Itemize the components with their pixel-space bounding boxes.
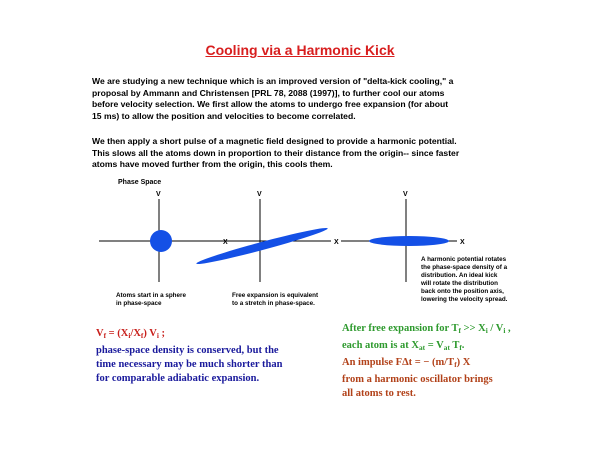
caption-line: back onto the position axis,: [421, 288, 504, 295]
velocity-ratio-formula: $V_f = (X_i/X_f)$ $V_i$ ;: [96, 328, 166, 340]
free-expansion-line: After free expansion for $T_f >> X_i / V_i$ ,: [342, 323, 511, 335]
caption-line: distribution. An ideal kick: [421, 272, 498, 279]
method-line: We then apply a short pulse of a magnetic field designed to provide a harmonic potential.: [92, 136, 457, 146]
density-line: time necessary may be much shorter than: [96, 359, 283, 370]
caption-line: to a stretch in phase-space.: [232, 300, 315, 307]
atom-sphere-distribution: [150, 230, 172, 252]
caption-line: the phase-space density of a: [421, 264, 508, 271]
impulse-box: [342, 322, 511, 401]
stretched-distribution: [195, 225, 328, 268]
density-line: phase-space density is conserved, but the: [96, 345, 279, 356]
caption-sphere: [116, 292, 186, 308]
velocity-ratio-box: [96, 327, 282, 386]
v-axis-label-2: V: [257, 191, 262, 198]
caption-line: lowering the velocity spread.: [421, 296, 508, 303]
method-line: This slows all the atoms down in proportion to their distance from the origin-- since faster: [92, 147, 460, 158]
caption-line: Atoms start in a sphere: [116, 292, 186, 299]
v-axis-label-1: V: [156, 191, 161, 198]
intro-line: 15 ms) to allow the position and velocities to become correlated.: [92, 110, 356, 121]
caption-line: A harmonic potential rotates: [421, 256, 507, 263]
intro-line: We are studying a new technique which is an improved version of "delta-kick cooling," a: [92, 76, 454, 86]
rest-line: all atoms to rest.: [342, 388, 416, 399]
position-line: each atom is at $X_{at} = V_{at}$ $T_f$.: [342, 340, 465, 352]
rotated-distribution: [369, 236, 449, 246]
v-axis-label-3: V: [403, 191, 408, 198]
intro-line: before velocity selection. We first allow the atoms to undergo free expansion (for about: [92, 99, 449, 109]
caption-rotate: [421, 256, 507, 304]
page-title: Cooling via a Harmonic Kick: [205, 42, 395, 58]
caption-line: in phase-space: [116, 300, 162, 307]
caption-line: Free expansion is equivalent: [232, 292, 319, 299]
x-axis-label-2: X: [334, 239, 339, 246]
caption-stretch: [232, 292, 318, 308]
density-line: for comparable adiabatic expansion.: [96, 373, 260, 384]
impulse-line: An impulse FΔt = − $(m/T_f)$ X: [342, 357, 471, 369]
method-line: atoms have moved further from the origin, this cools them.: [92, 159, 333, 169]
phase-space-label: Phase Space: [118, 179, 162, 186]
x-axis-label-1: X: [223, 239, 228, 246]
intro-line: proposal by Ammann and Christensen [PRL 78, 2088 (1997)], to further cool our atoms: [92, 87, 445, 98]
oscillator-line: from a harmonic oscillator brings: [342, 374, 493, 385]
caption-line: will rotate the distribution: [421, 280, 498, 287]
x-axis-label-3: X: [460, 239, 465, 246]
